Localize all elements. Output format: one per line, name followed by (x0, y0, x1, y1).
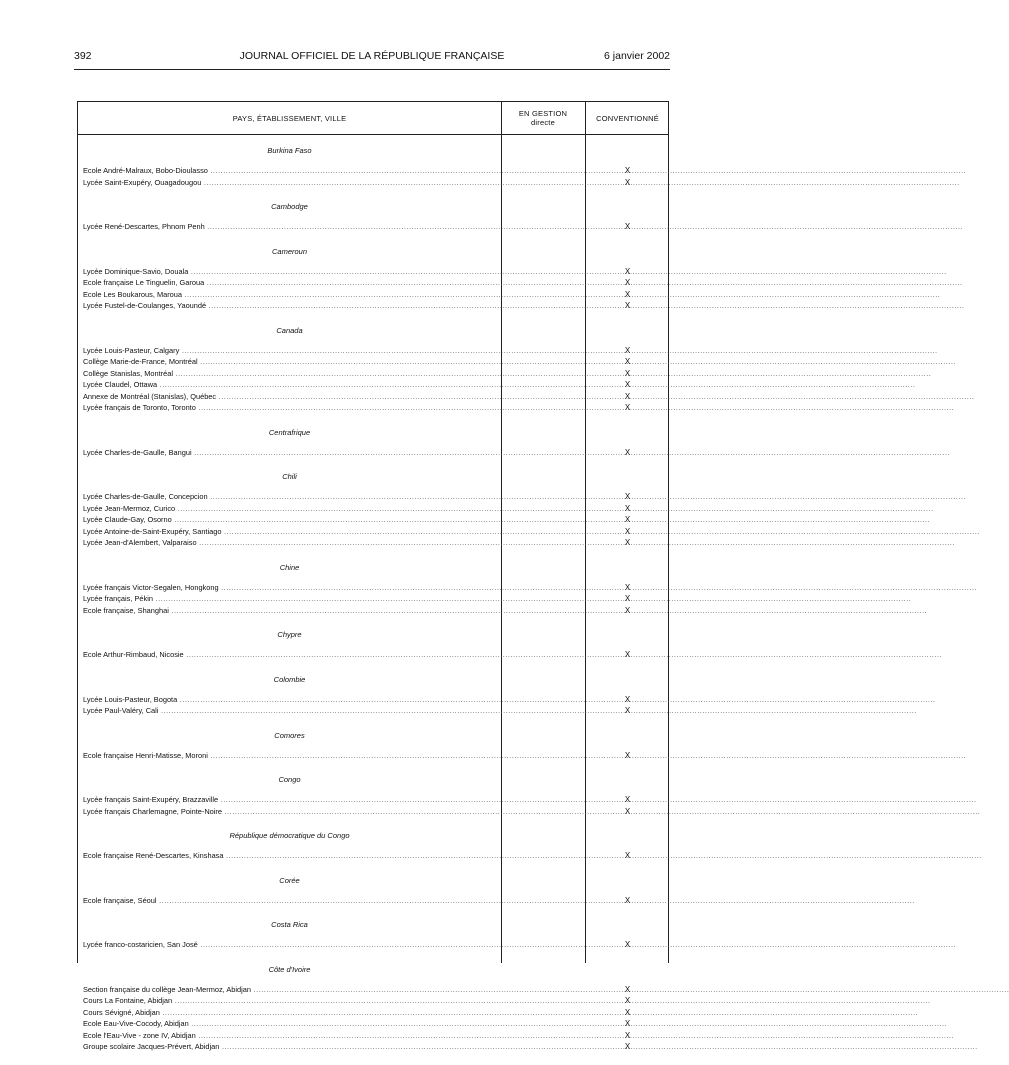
column-header-gestion-line2: directe (531, 118, 555, 127)
conventionne-mark: X (624, 515, 631, 524)
country-heading: Corée (279, 875, 300, 885)
conventionne-mark: X (624, 526, 631, 536)
school-name: Lycée Claudel, Ottawa ..... (83, 379, 495, 391)
country-group (78, 245, 668, 312)
conventionne-mark: X (624, 345, 631, 355)
country-group (78, 200, 668, 233)
table-row (78, 177, 668, 189)
school-name: Ecole française Henri-Matisse, Moroni ..... (83, 750, 495, 762)
conventionne-mark: X (624, 996, 631, 1005)
table-row (78, 368, 668, 380)
table-row (78, 705, 668, 717)
conventionne-mark: X (624, 1007, 631, 1017)
country-group (78, 963, 668, 1053)
country-heading: Comores (274, 730, 305, 740)
conventionne-mark: X (624, 447, 631, 457)
country-heading: Congo (278, 775, 301, 784)
table-row (78, 694, 668, 706)
table-row (78, 356, 668, 368)
table-row (78, 939, 668, 951)
school-name: Cours La Fontaine, Abidjan ..... (83, 995, 495, 1007)
conventionne-mark: X (624, 1030, 631, 1040)
table-row (78, 526, 668, 538)
table-row (78, 649, 668, 661)
school-name: Lycée français, Pékin ..... (83, 593, 495, 605)
country-group (78, 470, 668, 549)
table-row (78, 300, 668, 312)
conventionne-mark: X (624, 582, 631, 592)
journal-title: JOURNAL OFFICIEL DE LA RÉPUBLIQUE FRANÇAISE (239, 50, 505, 62)
column-header-conventionne: CONVENTIONNÉ (596, 114, 659, 123)
conventionne-mark: X (624, 368, 631, 378)
country-group (78, 144, 668, 188)
country-group (78, 729, 668, 762)
school-name: Lycée Dominique-Savio, Douala ..... (83, 266, 495, 278)
country-heading: République démocratique du Congo (229, 831, 350, 840)
country-heading: Chypre (277, 630, 302, 639)
country-heading: Burkina Faso (267, 146, 312, 155)
school-name: Lycée franco-costaricien, San José ..... (83, 939, 495, 951)
conventionne-mark: X (624, 1042, 631, 1051)
country-group (78, 673, 668, 717)
table-row (78, 221, 668, 233)
country-heading: Côte d'Ivoire (268, 964, 311, 974)
country-group (78, 874, 668, 907)
conventionne-mark: X (624, 1019, 631, 1028)
table-row (78, 750, 668, 762)
school-name: Lycée Charles-de-Gaulle, Bangui ..... (83, 447, 495, 459)
school-name: Ecole Eau-Vive-Cocody, Abidjan ..... (83, 1018, 495, 1030)
school-name: Ecole française, Séoul ..... (83, 895, 495, 907)
conventionne-mark: X (624, 806, 631, 816)
conventionne-mark: X (624, 706, 631, 715)
conventionne-mark: X (624, 391, 631, 401)
table-row (78, 391, 668, 403)
country-heading: Colombie (273, 674, 306, 684)
table-row (78, 984, 668, 996)
conventionne-mark: X (624, 266, 631, 276)
school-name: Collège Marie-de-France, Montréal ..... (83, 356, 495, 368)
school-name: Lycée Jean-Mermoz, Curico ..... (83, 503, 495, 515)
school-name: Lycée français Victor-Segalen, Hongkong ..... (83, 582, 495, 594)
school-name: Lycée Charles-de-Gaulle, Concepcion ..... (83, 491, 495, 503)
school-name: Lycée français Saint-Exupéry, Brazzaville ..... (83, 794, 495, 806)
table-row (78, 995, 668, 1007)
table-row (78, 491, 668, 503)
column-header-gestion (501, 109, 585, 127)
school-name: Lycée Claude-Gay, Osorno ..... (83, 514, 495, 526)
country-group (78, 628, 668, 661)
conventionne-mark: X (624, 289, 631, 299)
country-heading: Cambodge (271, 202, 308, 211)
conventionne-mark: X (624, 795, 631, 804)
country-heading: Chine (279, 562, 300, 572)
table-row (78, 277, 668, 289)
school-name: Groupe scolaire Jacques-Prévert, Abidjan ..... (83, 1041, 495, 1053)
country-heading: Costa Rica (271, 920, 308, 929)
country-heading: Cameroun (271, 246, 308, 256)
column-header-gestion-line1: EN GESTION (518, 109, 568, 118)
school-name: Annexe de Montréal (Stanislas), Québec ..... (83, 391, 495, 403)
country-heading: Chili (282, 472, 297, 481)
table-row (78, 593, 668, 605)
conventionne-mark: X (624, 594, 631, 603)
conventionne-mark: X (624, 851, 631, 860)
page-number: 392 (74, 50, 92, 62)
conventionne-mark: X (624, 940, 631, 949)
country-heading: Centrafrique (268, 427, 311, 437)
conventionne-mark: X (624, 750, 631, 760)
table-row (78, 537, 668, 549)
conventionne-mark: X (624, 166, 631, 175)
conventionne-mark: X (624, 895, 631, 905)
country-group (78, 829, 668, 862)
school-name: Ecole André-Malraux, Bobo-Dioulasso ..... (83, 165, 495, 177)
country-group (78, 324, 668, 414)
table-row (78, 582, 668, 594)
school-name: Lycée Fustel-de-Coulanges, Yaoundé ..... (83, 300, 495, 312)
school-name: Lycée Louis-Pasteur, Calgary ..... (83, 345, 495, 357)
school-name: Cours Sévigné, Abidjan ..... (83, 1007, 495, 1019)
table-row (78, 266, 668, 278)
school-name: Lycée français Charlemagne, Pointe-Noire ..... (83, 806, 495, 818)
table-row (78, 1018, 668, 1030)
school-name: Lycée Saint-Exupéry, Ouagadougou ..... (83, 177, 495, 189)
header-rule (74, 69, 670, 70)
school-name: Ecole française Le Tinguelin, Garoua ..... (83, 277, 495, 289)
school-name: Ecole française René-Descartes, Kinshasa ..... (83, 850, 495, 862)
country-group (78, 561, 668, 617)
table-row (78, 447, 668, 459)
table-row (78, 850, 668, 862)
table-row (78, 402, 668, 414)
school-name: Ecole française, Shanghai ..... (83, 605, 495, 617)
school-name: Ecole l'Eau-Vive - zone IV, Abidjan ..... (83, 1030, 495, 1042)
school-name: Ecole Les Boukarous, Maroua ..... (83, 289, 495, 301)
publication-date: 6 janvier 2002 (604, 50, 670, 62)
table-row (78, 514, 668, 526)
conventionne-mark: X (624, 380, 631, 389)
school-name: Lycée Paul-Valéry, Cali ..... (83, 705, 495, 717)
table-row (78, 503, 668, 515)
country-group (78, 426, 668, 459)
table-row (78, 345, 668, 357)
table-row (78, 1041, 668, 1053)
school-name: Lycée Louis-Pasteur, Bogota ..... (83, 694, 495, 706)
page-header (74, 49, 670, 63)
conventionne-mark: X (624, 650, 631, 659)
conventionne-mark: X (624, 984, 631, 994)
table-body (78, 144, 668, 1065)
conventionne-mark: X (624, 177, 631, 187)
school-name: Ecole Arthur-Rimbaud, Nicosie ..... (83, 649, 495, 661)
table-row (78, 605, 668, 617)
school-name: Lycée René-Descartes, Phnom Penh ..... (83, 221, 495, 233)
school-name: Lycée français de Toronto, Toronto ..... (83, 402, 495, 414)
conventionne-mark: X (624, 503, 631, 513)
conventionne-mark: X (624, 403, 631, 412)
conventionne-mark: X (624, 222, 631, 231)
table-row (78, 379, 668, 391)
conventionne-mark: X (624, 694, 631, 704)
conventionne-mark: X (624, 301, 631, 310)
table-row (78, 289, 668, 301)
table-row (78, 1007, 668, 1019)
school-name: Collège Stanislas, Montréal ..... (83, 368, 495, 380)
table-header-rule (78, 134, 668, 135)
conventionne-mark: X (624, 538, 631, 547)
conventionne-mark: X (624, 278, 631, 287)
country-group (78, 773, 668, 817)
conventionne-mark: X (624, 605, 631, 615)
table-row (78, 895, 668, 907)
school-name: Section française du collège Jean-Mermoz, Abidjan ..... (83, 984, 495, 996)
table-row (78, 1030, 668, 1042)
table-row (78, 165, 668, 177)
country-heading: Canada (276, 325, 303, 335)
table-row (78, 794, 668, 806)
table-row (78, 806, 668, 818)
conventionne-mark: X (624, 357, 631, 366)
country-group (78, 918, 668, 951)
column-header-pays: PAYS, ÉTABLISSEMENT, VILLE (232, 114, 347, 123)
conventionne-mark: X (624, 492, 631, 501)
school-name: Lycée Antoine-de-Saint-Exupéry, Santiago ..... (83, 526, 495, 538)
school-name: Lycée Jean-d'Alembert, Valparaiso ..... (83, 537, 495, 549)
